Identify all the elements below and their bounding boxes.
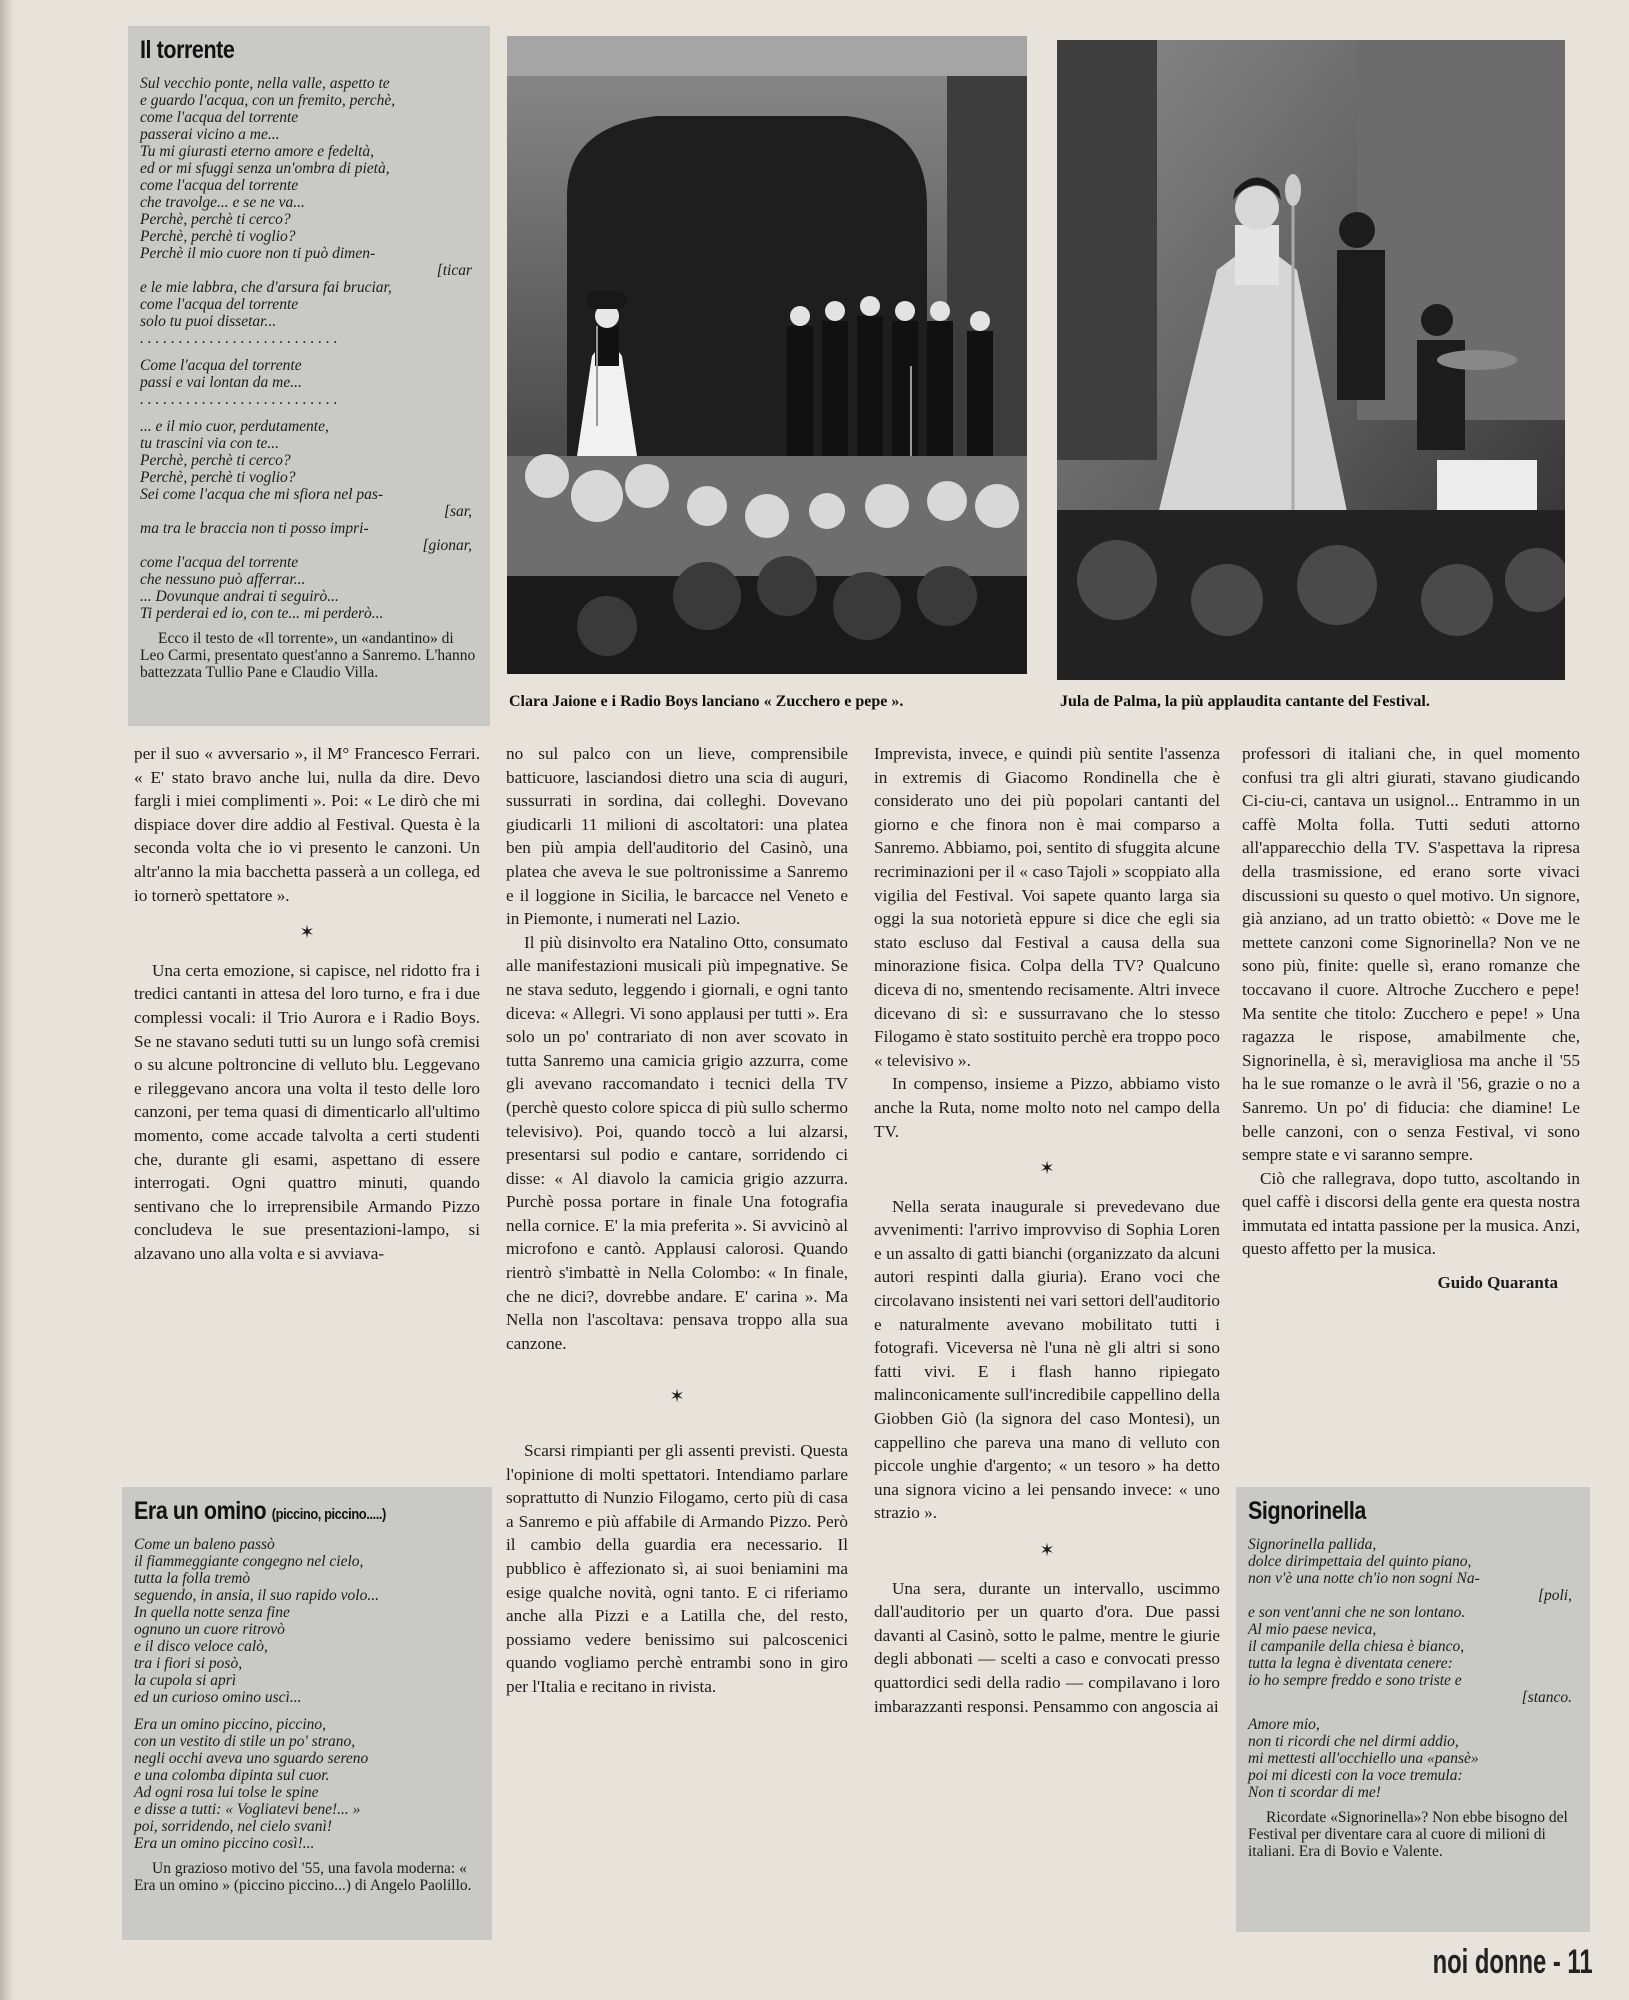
- section-star: ✶: [1039, 1158, 1055, 1179]
- verse: Perchè il mio cuore non ti può dimen-: [140, 245, 376, 262]
- section-star: ✶: [299, 922, 315, 943]
- verse: Come un baleno passò: [134, 1536, 275, 1553]
- verse: non v'è una notte ch'io non sogni Na-: [1248, 1570, 1480, 1587]
- verse: . . . . . . . . . . . . . . . . . . . . . . . . . .: [140, 391, 338, 408]
- verse: che nessuno può afferrar...: [140, 571, 306, 588]
- verse: non ti ricordi che nel dirmi addio,: [1248, 1733, 1459, 1750]
- verse: [poli,: [1537, 1587, 1572, 1604]
- verse: e il disco veloce calò,: [134, 1638, 268, 1655]
- paragraph: Nella serata inaugurale si prevedevano due avvenimenti: l'arrivo improvviso di Sophia Loren e un assalto di gatti bianchi (organizzato da alcuni autori respinti dalla giuria). Erano voci che circolavano insistenti nei vari settori dell'auditorio e naturalmente avevano mobilitato tutti i fotografi. Viceversa nè l'una nè gli altri si sono fatti vivi. E i flash hanno ripiegato malinconicamente sull'incredibile cappellino della Giobben Giò (la signora del caso Montesi), un cappellino che pareva una mano di velluto con piccole unghie d'argento; « un tesoro » ha detto una signora vicino a lei pensando invece: « uno strazio ».: [874, 1196, 1220, 1523]
- verse: e disse a tutti: « Vogliatevi bene!... »: [134, 1801, 361, 1818]
- verse: come l'acqua del torrente: [140, 177, 299, 194]
- verse: con un vestito di stile un po' strano,: [134, 1733, 356, 1750]
- verse: Amore mio,: [1248, 1716, 1320, 1733]
- verse: Come l'acqua del torrente: [140, 357, 302, 374]
- verse: il fiammeggiante congegno nel cielo,: [134, 1553, 364, 1570]
- verse: Perchè, perchè ti cerco?: [140, 452, 291, 469]
- paragraph: professori di italiani che, in quel momento confusi tra gli altri giurati, stavano giudicando Ci-ciu-ci, cantava un usignol... Entrammo in un caffè Molta folla. Tutti seduti attorno all'apparecchio della TV. S'aspettava la ripresa della trasmissione, ed erano sorte vivaci discussioni su questo o quel motivo. Un signore, già anziano, ad un tratto obiettò: « Dove me le mettete canzoni come Signorinella? Non ve ne sono più, finite: quelle sì, erano romanze che toccavano il cuore. Altroche Zucchero e pepe! Ma sentite che titolo: Zucchero e pepe! » Una ragazza le rispose, amabilmente che, Signorinella, è sì, meravigliosa ma anche il '55 ha le sue romanze o le avrà il '56, grazie o no a Sanremo. Un po' di fiducia: che diamine! Le belle canzoni, con o senza Festival, vi sono sempre state e vi saranno sempre.: [1242, 744, 1580, 1165]
- page-fold: [0, 0, 14, 2000]
- verse: Al mio paese nevica,: [1248, 1621, 1377, 1638]
- verse: Perchè, perchè ti voglio?: [140, 469, 296, 486]
- verse: dolce dirimpettaia del quinto piano,: [1248, 1553, 1472, 1570]
- paragraph: Una sera, durante un intervallo, uscimmo dall'auditorio per un quarto d'ora. Due passi davanti al Casinò, sotto le palme, mentre le giurie degli abbonati — scelti a caso e convocati presso quattordici sedi della radio — compilavano i loro imbarazzanti responsi. Pensammo con angoscia ai: [874, 1578, 1220, 1716]
- verse: ma tra le braccia non ti posso impri-: [140, 520, 369, 537]
- omino-note: Un grazioso motivo del '55, una favola moderna: « Era un omino » (piccino piccino...) di Angelo Paolillo.: [134, 1860, 472, 1894]
- verse: Perchè, perchè ti cerco?: [140, 211, 291, 228]
- verse: Perchè, perchè ti voglio?: [140, 228, 296, 245]
- photo-clara-jaione: [507, 36, 1027, 674]
- torrente-title: Il torrente: [140, 36, 235, 64]
- section-star: ✶: [1039, 1540, 1055, 1560]
- signorinella-poem: [1248, 1536, 1578, 1801]
- caption-right: Jula de Palma, la più applaudita cantante del Festival.: [1060, 693, 1430, 710]
- omino-title-sub: (piccino, piccino.....): [271, 1506, 386, 1523]
- verse: come l'acqua del torrente: [140, 554, 299, 571]
- verse: tu trascini via con te...: [140, 435, 280, 452]
- verse: poi, sorridendo, nel cielo svanì!: [134, 1818, 333, 1835]
- photo-jula-de-palma: [1057, 40, 1565, 680]
- verse: mi mettesti all'occhiello una «pansè»: [1248, 1750, 1479, 1767]
- verse: Sul vecchio ponte, nella valle, aspetto te: [140, 75, 390, 92]
- article-column-4: [1242, 742, 1580, 1295]
- verse: e son vent'anni che ne son lontano.: [1248, 1604, 1466, 1621]
- verse: passi e vai lontan da me...: [140, 374, 302, 391]
- verse: Non ti scordar di me!: [1248, 1784, 1381, 1801]
- verse: la cupola si aprì: [134, 1672, 237, 1689]
- paragraph: In compenso, insieme a Pizzo, abbiamo visto anche la Ruta, nome molto noto nel campo della TV.: [874, 1074, 1220, 1141]
- verse: . . . . . . . . . . . . . . . . . . . . . . . . . .: [140, 330, 338, 347]
- verse: tutta la folla tremò: [134, 1570, 251, 1587]
- article-column-2: [506, 742, 848, 1699]
- paragraph: Imprevista, invece, e quindi più sentite l'assenza in extremis di Giacomo Rondinella che è considerato uno dei più popolari cantanti del giorno e che finora non è mai comparso a Sanremo. Abbiamo, poi, sentito di sfuggita alcune recriminazioni per il « caso Tajoli » scoppiato alla vigilia del Festival. Voi sapete quanto larga sia oggi la sua notorietà eppure si dice che egli sia stato escluso dal Festival a causa della sua minorazione fisica. Colpa della TV? Qualcuno diceva di no, smentendo recisamente. Altri invece dicevano di sì: e sussurravano che lo stesso Filogamo è stato sostituito perchè era troppo poco « televisivo ».: [874, 744, 1220, 1070]
- verse: Sei come l'acqua che mi sfiora nel pas-: [140, 486, 384, 503]
- verse: negli occhi aveva uno sguardo sereno: [134, 1750, 369, 1767]
- verse: [ticar: [436, 262, 472, 279]
- verse: tra i fiori si posò,: [134, 1655, 243, 1672]
- verse: poi mi dicesti con la voce tremula:: [1248, 1767, 1463, 1784]
- article-column-1: [134, 742, 480, 1265]
- author-signature: Guido Quaranta: [1437, 1273, 1558, 1293]
- verse: tutta la legna è diventata cenere:: [1248, 1655, 1453, 1672]
- verse: e le mie labbra, che d'arsura fai bruciar,: [140, 279, 392, 296]
- torrente-poem: [140, 75, 478, 622]
- verse: Era un omino piccino così!...: [134, 1835, 315, 1852]
- omino-title-main: Era un omino: [134, 1497, 267, 1525]
- omino-title: [134, 1497, 432, 1526]
- verse: [stanco.: [1521, 1689, 1572, 1706]
- paragraph: per il suo « avversario », il M° Francesco Ferrari. « E' stato bravo anche lui, nulla da dire. Devo fargli i miei complimenti ». Poi: « Le dirò che mi dispiace dover dire addio al Festival. Questa è la seconda volta che io vi presento le canzoni. Un altr'anno la mia bacchetta passerà a un collega, ed io tornerò spettatore ».: [134, 744, 480, 905]
- caption-left: Clara Jaione e i Radio Boys lanciano « Zucchero e pepe ».: [509, 693, 904, 710]
- verse: Ad ogni rosa lui tolse le spine: [134, 1784, 319, 1801]
- omino-poem: [134, 1536, 480, 1852]
- paragraph: Una certa emozione, si capisce, nel ridotto fra i tredici cantanti in attesa del loro turno, e fra i due complessi vocali: il Trio Aurora e i Radio Boys. Se ne stavano seduti tutti su un lungo sofà cremisi o su alcune poltroncine di velluto blu. Leggevano e rileggevano ancora una volta il testo delle loro canzoni, per tema quasi di dimenticarlo all'ultimo momento, come accade talvolta a certi studenti che, durante gli esami, aspettano di essere interrogati. Ogni quattro minuti, quando sentivano che lo irreprensibile Armando Pizzo concludeva le sue presentazioni-lampo, si alzavano uno alla volta e si avviava-: [134, 960, 480, 1263]
- verse: passerai vicino a me...: [140, 126, 280, 143]
- verse: Ti perderai ed io, con te... mi perderò...: [140, 605, 384, 622]
- verse: Era un omino piccino, piccino,: [134, 1716, 326, 1733]
- verse: e una colomba dipinta sul cuor.: [134, 1767, 330, 1784]
- paragraph: Il più disinvolto era Natalino Otto, consumato alle manifestazioni musicali più impegnative. Se ne stava seduto, leggendo i giornali, e ogni tanto diceva: « Allegri. Vi sono applausi per tutti ». Era solo un po' contrariato di non aver scovato in tutta Sanremo una camicia grigio azzurra, come gli avevano raccomandato i tecnici della TV (perchè questo colore spicca di più sullo schermo televisivo). Poi, quando toccò a lui alzarsi, presentarsi sul podio e cantare, sorridendo ci disse: « Al diavolo la camicia grigio azzurra. Purchè possa portare in finale Una fotografia nella cornice. E' la mia preferita ». Si avvicinò al microfono e cantò. Applausi calorosi. Quando rientrò s'imbattè in Nella Colombo: « In finale, che ne dici?, dovrebbe andare. E' carina ». Ma Nella non l'ascoltava: pensava troppo alla sua canzone.: [506, 932, 848, 1353]
- signorinella-note: Ricordate «Signorinella»? Non ebbe bisogno del Festival per diventare cara al cuore di milioni di italiani. Era di Bovio e Valente.: [1248, 1809, 1568, 1860]
- verse: solo tu puoi dissetar...: [140, 313, 277, 330]
- verse: il campanile della chiesa è bianco,: [1248, 1638, 1465, 1655]
- verse: seguendo, in ansia, il suo rapido volo...: [134, 1587, 379, 1604]
- signorinella-box: [1236, 1487, 1590, 1932]
- verse: che travolge... e se ne va...: [140, 194, 305, 211]
- verse: come l'acqua del torrente: [140, 109, 299, 126]
- verse: come l'acqua del torrente: [140, 296, 299, 313]
- verse: Tu mi giurasti eterno amore e fedeltà,: [140, 143, 375, 160]
- verse: ognuno un cuore ritrovò: [134, 1621, 285, 1638]
- verse: io ho sempre freddo e sono triste e: [1248, 1672, 1462, 1689]
- verse: ... Dovunque andrai ti seguirò...: [140, 588, 339, 605]
- verse: ed un curioso omino uscì...: [134, 1689, 302, 1706]
- article-column-3: [874, 742, 1220, 1718]
- paragraph: Ciò che rallegrava, dopo tutto, ascoltando in quel caffè i discorsi della gente era questa nostra immutata ed intatta passione per la musica. Anzi, questo affetto per la musica.: [1242, 1168, 1580, 1259]
- verse: ... e il mio cuor, perdutamente,: [140, 418, 329, 435]
- paragraph: Scarsi rimpianti per gli assenti previsti. Questa l'opinione di molti spettatori. Intendiamo parlare soprattutto di Nunzio Filogamo, certo più di casa a Sanremo e più affabile di Armando Pizzo. Però il cambio della guardia era necessario. Il pubblico è affezionato sì, ai suoi beniamini ma esige qualche novità, ogni tanto. E ci riferiamo anche alla Pizzi e a Latilla che, del resto, possiamo vedere benissimo sui palcoscenici quando vogliamo perchè entrambi sono in giro per l'Italia e recitano in rivista.: [506, 1441, 848, 1696]
- magazine-page-footer: noi donne - 11: [1432, 1943, 1593, 1981]
- verse: In quella notte senza fine: [134, 1604, 290, 1621]
- omino-box: [122, 1487, 492, 1940]
- torrente-box: [128, 26, 490, 726]
- torrente-note: Ecco il testo de «Il torrente», un «andantino» di Leo Carmi, presentato quest'anno a Sanremo. L'hanno battezzata Tullio Pane e Claudio Villa.: [140, 630, 476, 681]
- signorinella-title: Signorinella: [1248, 1497, 1366, 1525]
- verse: [sar,: [443, 503, 472, 520]
- paragraph: no sul palco con un lieve, comprensibile batticuore, lasciandosi dietro una scia di auguri, sussurrati in sordina, dai colleghi. Dovevano giudicarli 11 milioni di ascoltatori: una platea ben più ampia dell'auditorio del Casinò, una platea che aveva le sue poltronissime a Sanremo e il loggione in Sicilia, le barcacce nel Veneto e in Piemonte, i numerati nel Lazio.: [506, 744, 848, 929]
- verse: ed or mi sfuggi senza un'ombra di pietà,: [140, 160, 390, 177]
- verse: Signorinella pallida,: [1248, 1536, 1377, 1553]
- section-star: ✶: [669, 1386, 685, 1407]
- verse: e guardo l'acqua, con un fremito, perchè,: [140, 92, 396, 109]
- verse: [gionar,: [422, 537, 472, 554]
